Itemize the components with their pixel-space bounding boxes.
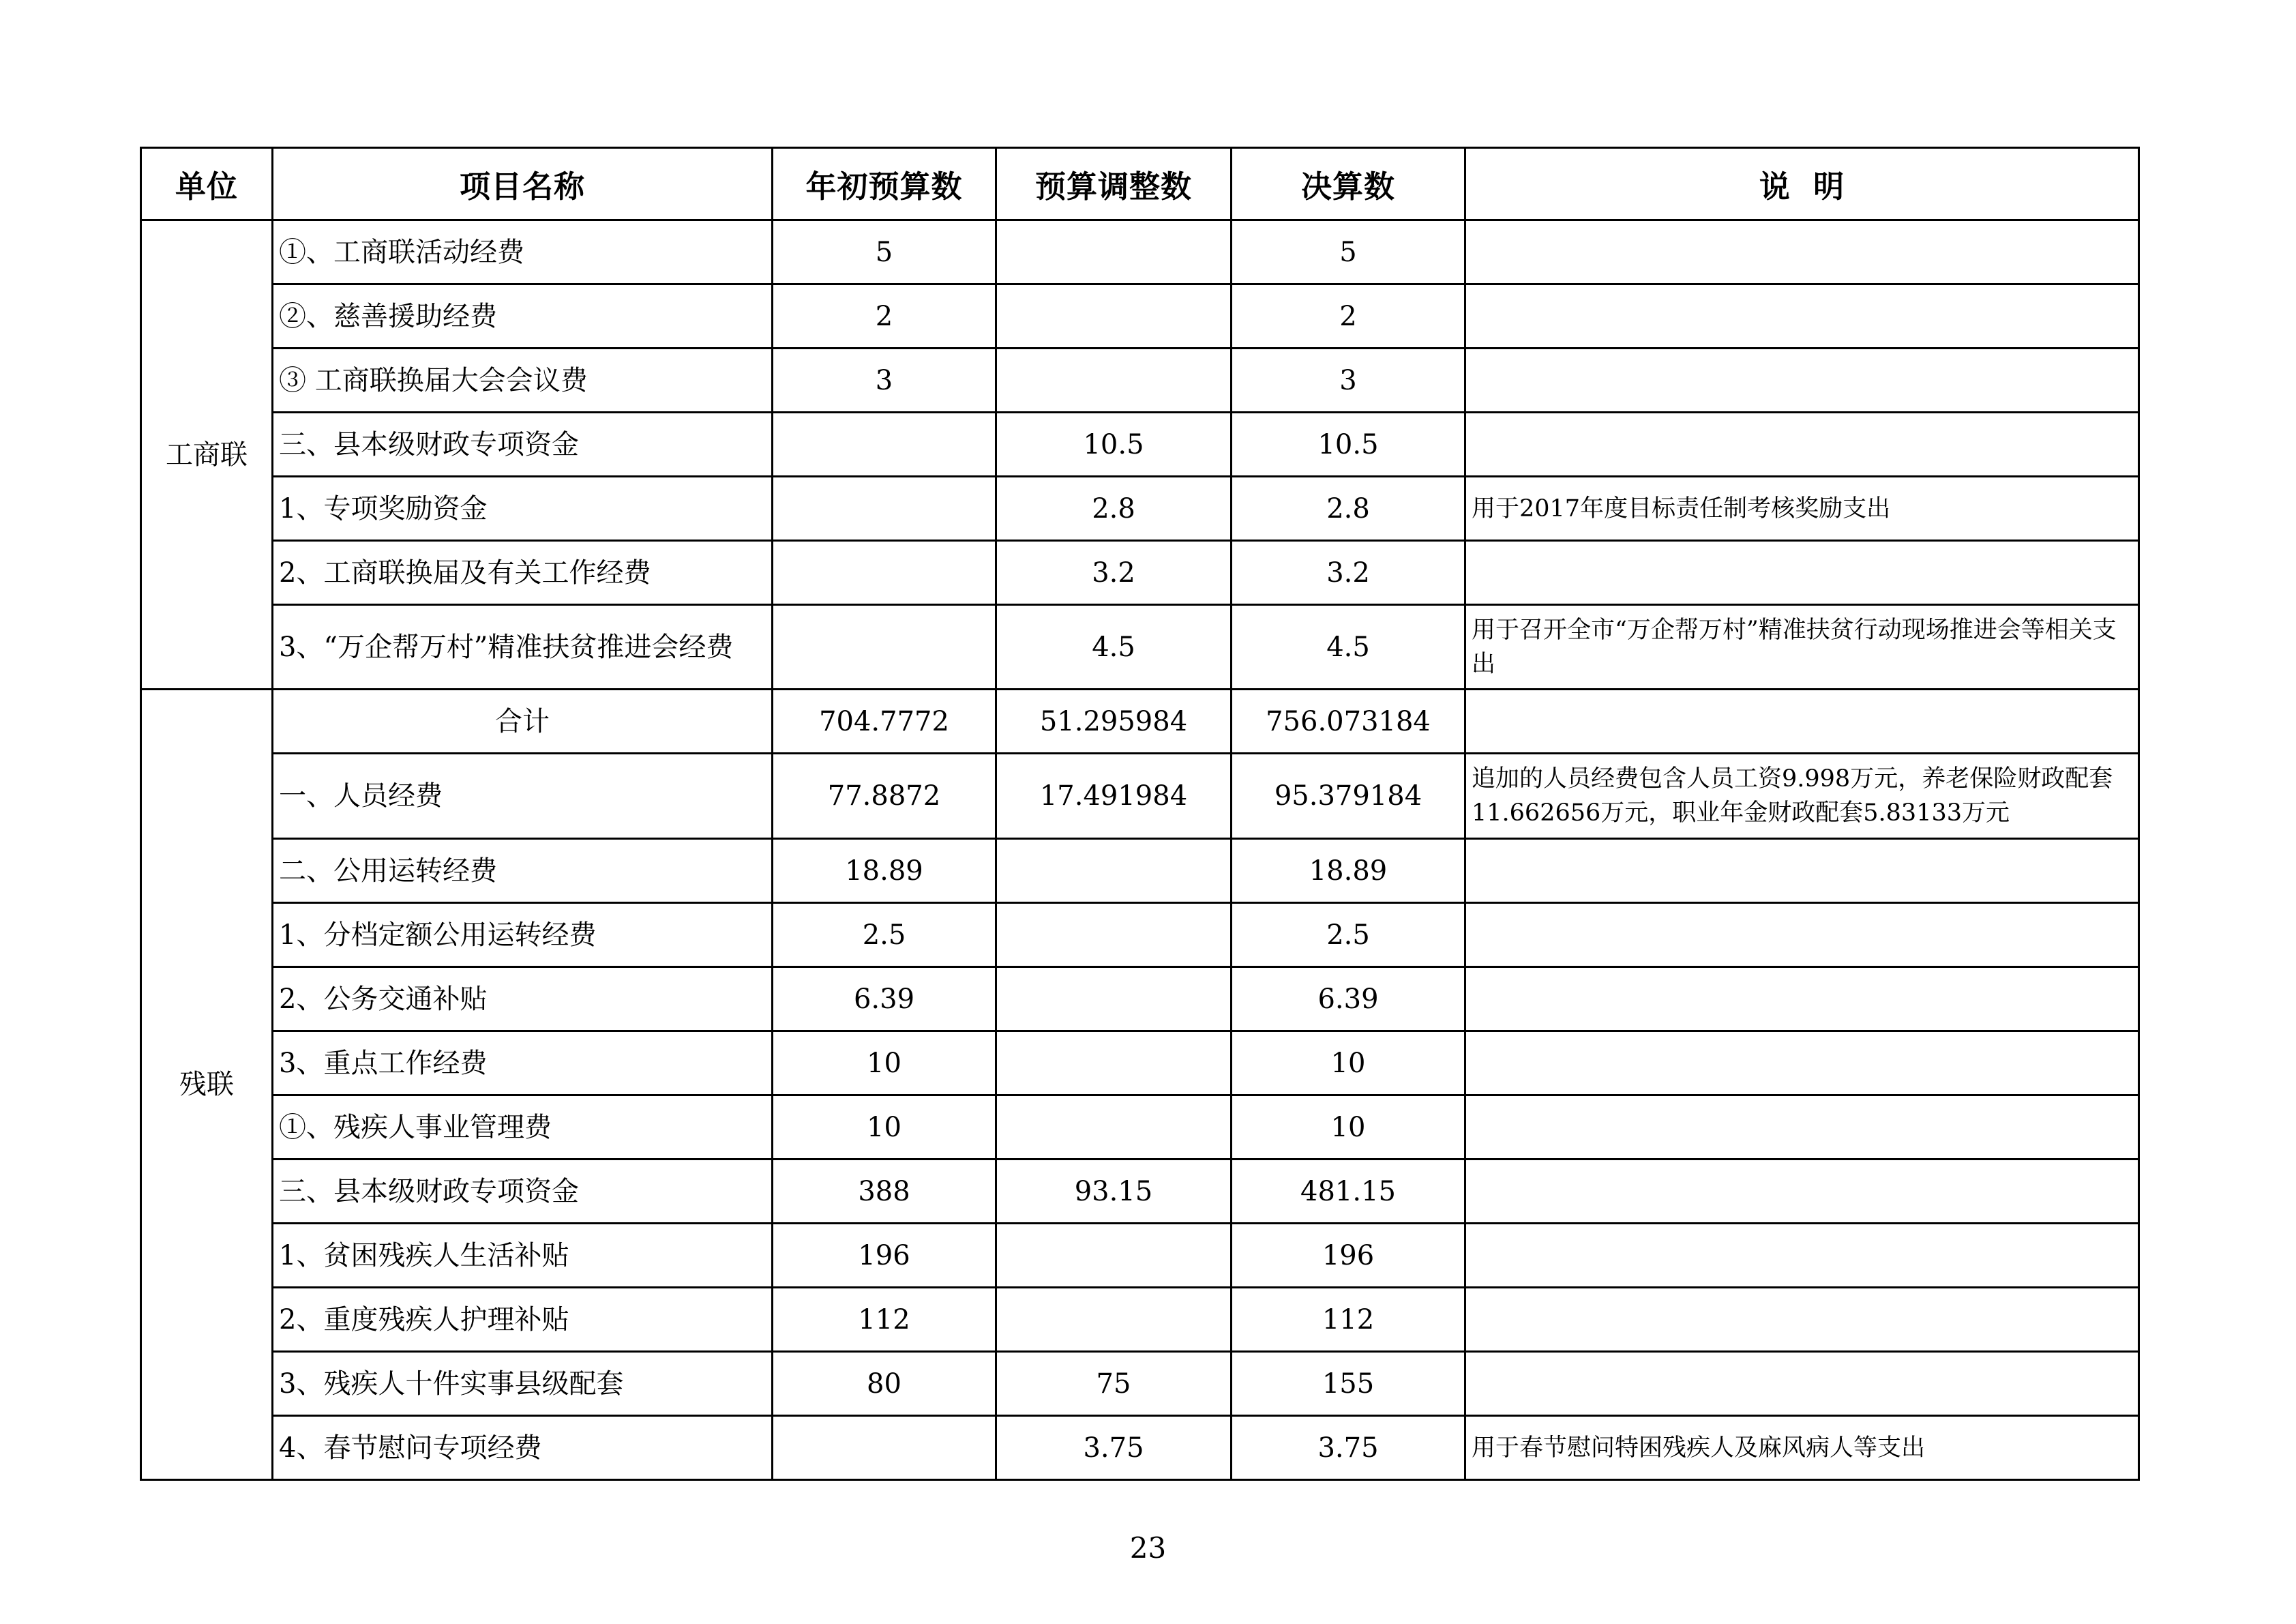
final-accounts-cell: 196: [1232, 1224, 1465, 1288]
final-accounts-cell: 3: [1232, 349, 1465, 413]
budget-adjustment-cell: [996, 903, 1232, 967]
table-row: [141, 477, 2139, 541]
table-row: [141, 1095, 2139, 1160]
final-accounts-cell: 3.2: [1232, 541, 1465, 605]
budget-adjustment-cell: 10.5: [996, 413, 1232, 477]
notes-cell: [1465, 1031, 2139, 1095]
table-row: [141, 1160, 2139, 1224]
notes-cell: [1465, 1224, 2139, 1288]
table-row: [141, 754, 2139, 839]
initial-budget-cell: [773, 477, 996, 541]
final-accounts-cell: 2.5: [1232, 903, 1465, 967]
table-row: [141, 1352, 2139, 1416]
page-number: 23: [1129, 1531, 1167, 1565]
unit-cell: 残联: [141, 690, 273, 1480]
notes-cell: [1465, 349, 2139, 413]
budget-adjustment-cell: 93.15: [996, 1160, 1232, 1224]
table-row: [141, 1416, 2139, 1480]
item-name-cell: ①、工商联活动经费: [273, 220, 773, 284]
table-row: [141, 1288, 2139, 1352]
table-row: [141, 1224, 2139, 1288]
table-row: [141, 605, 2139, 690]
notes-cell: 追加的人员经费包含人员工资9.998万元，养老保险财政配套11.662656万元，职业年金财政配套5.83133万元: [1465, 754, 2139, 839]
item-name-cell: 1、专项奖励资金: [273, 477, 773, 541]
table-header-row: [141, 148, 2139, 220]
notes-cell: [1465, 1095, 2139, 1160]
initial-budget-cell: 2: [773, 284, 996, 349]
item-name-cell: 3、“万企帮万村”精准扶贫推进会经费: [273, 605, 773, 690]
table-row: [141, 541, 2139, 605]
item-name-cell: 4、春节慰问专项经费: [273, 1416, 773, 1480]
budget-adjustment-cell: 17.491984: [996, 754, 1232, 839]
table-row: [141, 220, 2139, 284]
final-accounts-cell: 18.89: [1232, 839, 1465, 903]
budget-adjustment-cell: 3.2: [996, 541, 1232, 605]
final-accounts-cell: 10.5: [1232, 413, 1465, 477]
item-name-cell: 三、县本级财政专项资金: [273, 413, 773, 477]
table-row: [141, 284, 2139, 349]
table-row: [141, 413, 2139, 477]
item-name-cell: 合计: [273, 690, 773, 754]
item-name-cell: 1、分档定额公用运转经费: [273, 903, 773, 967]
initial-budget-cell: 10: [773, 1095, 996, 1160]
budget-adjustment-cell: [996, 284, 1232, 349]
initial-budget-cell: 80: [773, 1352, 996, 1416]
budget-adjustment-cell: [996, 1288, 1232, 1352]
header-budget-adjustment: 预算调整数: [996, 148, 1232, 220]
initial-budget-cell: [773, 413, 996, 477]
initial-budget-cell: [773, 541, 996, 605]
notes-cell: 用于召开全市“万企帮万村”精准扶贫行动现场推进会等相关支出: [1465, 605, 2139, 690]
item-name-cell: 3、残疾人十件实事县级配套: [273, 1352, 773, 1416]
notes-cell: [1465, 1160, 2139, 1224]
initial-budget-cell: 2.5: [773, 903, 996, 967]
notes-cell: [1465, 690, 2139, 754]
final-accounts-cell: 10: [1232, 1095, 1465, 1160]
item-name-cell: ②、慈善援助经费: [273, 284, 773, 349]
notes-cell: [1465, 967, 2139, 1031]
final-accounts-cell: 2.8: [1232, 477, 1465, 541]
final-accounts-cell: 481.15: [1232, 1160, 1465, 1224]
budget-adjustment-cell: 4.5: [996, 605, 1232, 690]
initial-budget-cell: 704.7772: [773, 690, 996, 754]
final-accounts-cell: 10: [1232, 1031, 1465, 1095]
initial-budget-cell: 18.89: [773, 839, 996, 903]
final-accounts-cell: 2: [1232, 284, 1465, 349]
final-accounts-cell: 95.379184: [1232, 754, 1465, 839]
notes-cell: [1465, 220, 2139, 284]
header-unit: 单位: [141, 148, 273, 220]
header-initial-budget: 年初预算数: [773, 148, 996, 220]
initial-budget-cell: 77.8872: [773, 754, 996, 839]
notes-cell: [1465, 284, 2139, 349]
notes-cell: 用于2017年度目标责任制考核奖励支出: [1465, 477, 2139, 541]
final-accounts-cell: 5: [1232, 220, 1465, 284]
final-accounts-cell: 756.073184: [1232, 690, 1465, 754]
budget-adjustment-cell: 3.75: [996, 1416, 1232, 1480]
final-accounts-cell: 3.75: [1232, 1416, 1465, 1480]
header-notes: 说 明: [1465, 148, 2139, 220]
item-name-cell: 1、贫困残疾人生活补贴: [273, 1224, 773, 1288]
item-name-cell: ①、残疾人事业管理费: [273, 1095, 773, 1160]
table-row: [141, 1031, 2139, 1095]
budget-adjustment-cell: 75: [996, 1352, 1232, 1416]
initial-budget-cell: 5: [773, 220, 996, 284]
table-row: [141, 349, 2139, 413]
initial-budget-cell: [773, 1416, 996, 1480]
table-row: [141, 903, 2139, 967]
table-body: [141, 220, 2139, 1480]
table-row: [141, 967, 2139, 1031]
item-name-cell: 二、公用运转经费: [273, 839, 773, 903]
budget-adjustment-cell: 2.8: [996, 477, 1232, 541]
budget-adjustment-cell: [996, 1095, 1232, 1160]
notes-cell: [1465, 541, 2139, 605]
item-name-cell: ③ 工商联换届大会会议费: [273, 349, 773, 413]
notes-cell: [1465, 903, 2139, 967]
item-name-cell: 2、公务交通补贴: [273, 967, 773, 1031]
budget-adjustment-cell: [996, 839, 1232, 903]
budget-table: [140, 147, 2140, 1481]
initial-budget-cell: [773, 605, 996, 690]
initial-budget-cell: 388: [773, 1160, 996, 1224]
item-name-cell: 3、重点工作经费: [273, 1031, 773, 1095]
table-row: [141, 839, 2139, 903]
table-row: [141, 690, 2139, 754]
budget-adjustment-cell: [996, 349, 1232, 413]
budget-adjustment-cell: [996, 220, 1232, 284]
budget-adjustment-cell: [996, 1224, 1232, 1288]
header-final-accounts: 决算数: [1232, 148, 1465, 220]
budget-adjustment-cell: [996, 967, 1232, 1031]
initial-budget-cell: 3: [773, 349, 996, 413]
initial-budget-cell: 196: [773, 1224, 996, 1288]
budget-adjustment-cell: [996, 1031, 1232, 1095]
header-item-name: 项目名称: [273, 148, 773, 220]
final-accounts-cell: 4.5: [1232, 605, 1465, 690]
final-accounts-cell: 6.39: [1232, 967, 1465, 1031]
notes-cell: [1465, 839, 2139, 903]
item-name-cell: 三、县本级财政专项资金: [273, 1160, 773, 1224]
initial-budget-cell: 6.39: [773, 967, 996, 1031]
final-accounts-cell: 155: [1232, 1352, 1465, 1416]
initial-budget-cell: 10: [773, 1031, 996, 1095]
unit-cell: 工商联: [141, 220, 273, 690]
initial-budget-cell: 112: [773, 1288, 996, 1352]
budget-adjustment-cell: 51.295984: [996, 690, 1232, 754]
notes-cell: [1465, 1352, 2139, 1416]
notes-cell: 用于春节慰问特困残疾人及麻风病人等支出: [1465, 1416, 2139, 1480]
watermark: [2263, 1588, 2269, 1607]
item-name-cell: 2、重度残疾人护理补贴: [273, 1288, 773, 1352]
item-name-cell: 2、工商联换届及有关工作经费: [273, 541, 773, 605]
notes-cell: [1465, 413, 2139, 477]
notes-cell: [1465, 1288, 2139, 1352]
item-name-cell: 一、人员经费: [273, 754, 773, 839]
final-accounts-cell: 112: [1232, 1288, 1465, 1352]
